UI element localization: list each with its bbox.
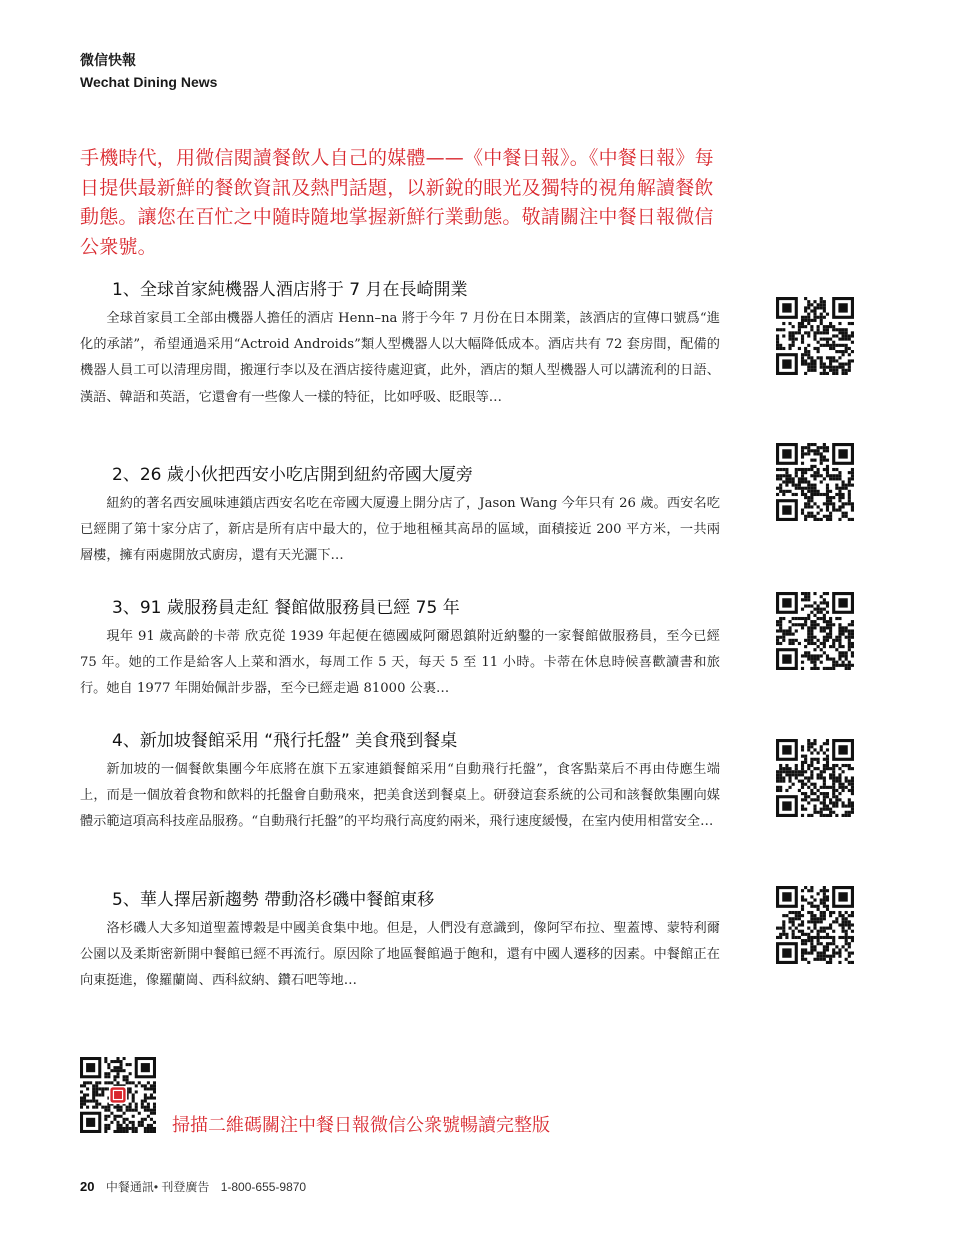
article-body: 新加坡的一個餐飲集團今年底將在旗下五家連鎖餐館采用“自動飛行托盤”，食客點菜后不再由侍應生端上，而是一個放着食物和飲料的托盤會自動飛來，把美食送到餐桌上。研發這套系統的公司和該餐飲集團向媒體示範這項高科技産品服務。“自動飛行托盤”的平均飛行高度約兩米，飛行速度緩慢，在室内使用相當安全… — [80, 762, 720, 830]
article-title: 5、華人擇居新趨勢 帶動洛杉磯中餐館東移 — [112, 890, 435, 910]
phone-number: 1-800-655-9870 — [220, 1180, 307, 1194]
section-title-zh: 微信快報 — [80, 53, 136, 69]
wechat-logo-icon — [109, 1086, 127, 1104]
article-title: 3、91 歲服務員走紅 餐館做服務員已經 75 年 — [112, 598, 460, 618]
qr-code-icon[interactable] — [776, 886, 854, 964]
article-title: 2、26 歲小伙把西安小吃店開到紐約帝國大厦旁 — [112, 465, 473, 485]
qr-code-icon[interactable] — [776, 297, 854, 375]
article-2 — [80, 463, 720, 570]
article-title: 1、全球首家純機器人酒店將于 7 月在長崎開業 — [112, 280, 468, 300]
article-body: 現年 91 歲高齡的卡蒂 欣克從 1939 年起便在德國威阿爾恩鎮附近納鑿的一家餐館做服務員，至今已經 75 年。她的工作是給客人上菜和酒水，每周工作 5 天，每天 5 至 11 小時。卡蒂在休息時候喜歡讀書和旅行。她自 1977 年開始佩計步器，至今已經走過 81000 公裏… — [80, 629, 720, 697]
article-body: 洛杉磯人大多知道聖蓋博穀是中國美食集中地。但是，人們没有意識到，像阿罕布拉、聖蓋博、蒙特利爾公園以及柔斯密新開中餐館已經不再流行。原因除了地區餐館過于飽和，還有中國人遷移的因素。中餐館正在向東挺進，像羅蘭崗、西科紋納、鑽石吧等地… — [80, 921, 720, 989]
article-4 — [80, 729, 720, 836]
qr-code-icon[interactable] — [80, 1057, 156, 1133]
article-1 — [80, 278, 720, 411]
article-3 — [80, 596, 720, 703]
publication-name: 中餐通訊• 刊登廣告 — [105, 1180, 210, 1194]
section-title-en: Wechat Dining News — [80, 74, 218, 90]
qr-code-icon[interactable] — [776, 592, 854, 670]
intro-paragraph: 手機時代，用微信閱讀餐飲人自己的媒體——《中餐日報》。《中餐日報》每日提供最新鮮的餐飲資訊及熱門話題，以新銳的眼光及獨特的視角解讀餐飲動態。讓您在百忙之中隨時隨地掌握新鮮行業動態。敬請關注中餐日報微信公衆號。 — [80, 147, 714, 258]
article-body: 紐約的著名西安風味連鎖店西安名吃在帝國大厦邊上開分店了，Jason Wang 今年只有 26 歲。西安名吃已經開了第十家分店了，新店是所有店中最大的，位于地租極其高昂的區域，面積接近 200 平方米，一共兩層樓，擁有兩處開放式廚房，還有天光灑下… — [80, 496, 720, 564]
article-body: 全球首家員工全部由機器人擔任的酒店 Henn–na 將于今年 7 月份在日本開業，該酒店的宣傳口號爲“進化的承諾”，希望通過采用“Actroid Androids”類人型機器人以大幅降低成本。酒店共有 72 套房間，配備的機器人員工可以清理房間，搬運行李以及在酒店接待處迎賓，此外，酒店的類人型機器人可以講流利的日語、漢語、韓語和英語，它還會有一些像人一樣的特征，比如呼吸、眨眼等… — [80, 311, 720, 405]
page-number: 20 — [80, 1179, 95, 1194]
scan-qr-call-to-action: 掃描二維碼關注中餐日報微信公衆號暢讀完整版 — [172, 1115, 550, 1136]
qr-code-icon[interactable] — [776, 739, 854, 817]
page-footer — [80, 1178, 306, 1195]
article-title: 4、新加坡餐館采用 “飛行托盤” 美食飛到餐桌 — [112, 731, 458, 751]
article-5 — [80, 888, 720, 995]
qr-code-icon[interactable] — [776, 443, 854, 521]
